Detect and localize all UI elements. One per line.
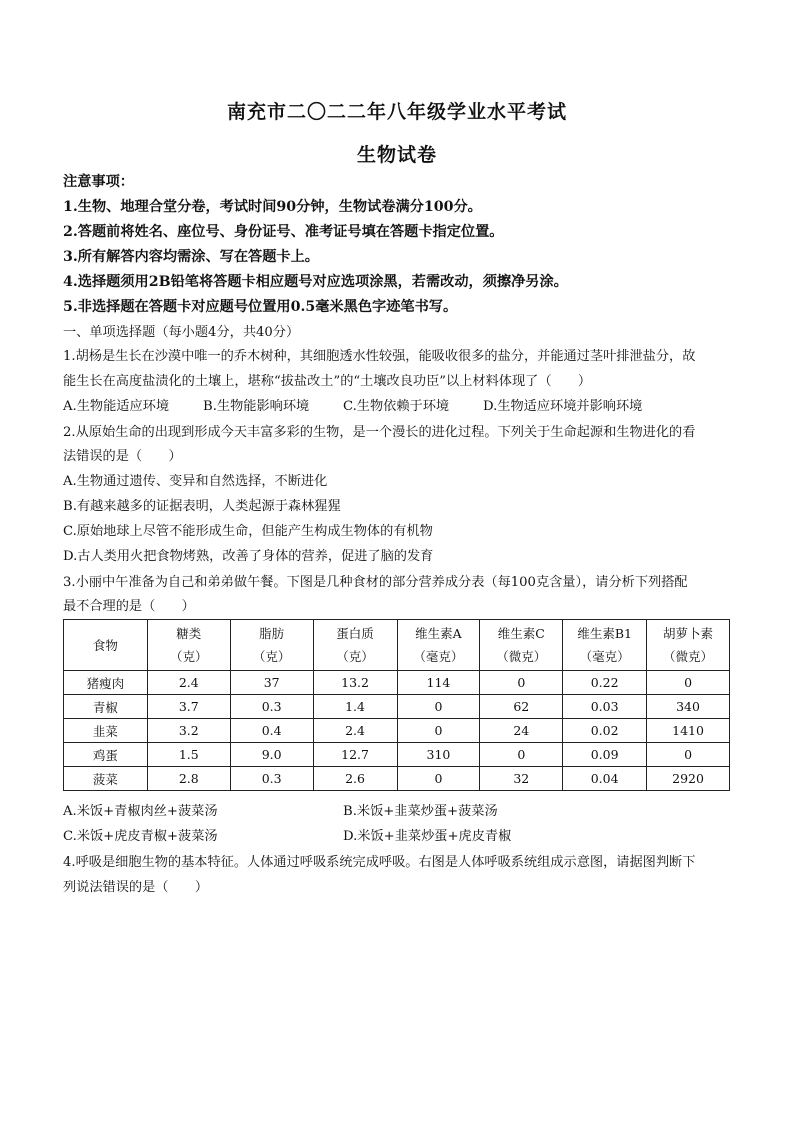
notice-item: 5.非选择题在答题卡对应题号位置用0.5毫米黑色字迹笔书写。 — [63, 299, 458, 315]
table-cell: 9.0 — [230, 743, 313, 767]
option-b[interactable]: B.生物能影响环境 — [203, 399, 310, 414]
table-row — [64, 671, 730, 695]
exam-title: 南充市二〇二二年八年级学业水平考试 — [226, 101, 567, 123]
option-d[interactable]: D.生物适应环境并影响环境 — [483, 399, 643, 414]
header-cell: 维生素A （毫克） — [397, 620, 480, 671]
question-3-line: 最不合理的是（ ） — [63, 599, 195, 614]
question-3-line: 3.小丽中午准备为自己和弟弟做午餐。下图是几种食材的部分营养成分表（每100克含量），请分析下列搭配 — [63, 575, 688, 590]
nutrition-table — [63, 619, 730, 791]
table-cell: 2.6 — [313, 767, 397, 791]
table-cell: 32 — [480, 767, 563, 791]
notice-heading: 注意事项： — [63, 174, 134, 190]
notice-item: 3.所有解答内容均需涂、写在答题卡上。 — [63, 249, 319, 265]
option-c[interactable]: C.原始地球上尽管不能形成生命，但能产生构成生物体的有机物 — [63, 524, 433, 539]
table-cell: 0.3 — [230, 695, 313, 719]
table-cell: 3.2 — [147, 719, 230, 743]
option-c[interactable]: C.生物依赖于环境 — [343, 399, 450, 414]
table-cell: 0.3 — [230, 767, 313, 791]
table-cell: 1410 — [647, 719, 730, 743]
table-cell: 2.8 — [147, 767, 230, 791]
table-row — [64, 695, 730, 719]
question-2-line: 2.从原始生命的出现到形成今天丰富多彩的生物，是一个漫长的进化过程。下列关于生命起源和生物进化的看 — [63, 425, 696, 440]
table-cell: 韭菜 — [64, 719, 148, 743]
notice-item: 2.答题前将姓名、座位号、身份证号、准考证号填在答题卡指定位置。 — [63, 224, 504, 240]
table-row — [64, 743, 730, 767]
table-cell: 0 — [480, 671, 563, 695]
table-row — [64, 719, 730, 743]
option-a[interactable]: A.生物能适应环境 — [63, 399, 170, 414]
table-cell: 24 — [480, 719, 563, 743]
table-cell: 猪瘦肉 — [64, 671, 148, 695]
table-cell: 0 — [397, 695, 480, 719]
table-cell: 0.09 — [563, 743, 647, 767]
table-cell: 0.04 — [563, 767, 647, 791]
header-cell: 胡萝卜素 （微克） — [647, 620, 730, 671]
table-cell: 2.4 — [147, 671, 230, 695]
option-d[interactable]: D.米饭+韭菜炒蛋+虎皮青椒 — [343, 829, 512, 844]
question-1-line: 1.胡杨是生长在沙漠中唯一的乔木树种，其细胞透水性较强，能吸收很多的盐分，并能通过茎叶排泄盐分，故 — [63, 349, 696, 364]
header-cell: 维生素B1 （毫克） — [563, 620, 647, 671]
option-d[interactable]: D.古人类用火把食物烤熟，改善了身体的营养，促进了脑的发育 — [63, 549, 434, 564]
table-row — [64, 767, 730, 791]
table-cell: 62 — [480, 695, 563, 719]
table-header-row — [64, 620, 730, 671]
table-cell: 0.03 — [563, 695, 647, 719]
table-cell: 鸡蛋 — [64, 743, 148, 767]
option-b[interactable]: B.有越来越多的证据表明，人类起源于森林猩猩 — [63, 499, 341, 514]
option-c[interactable]: C.米饭+虎皮青椒+菠菜汤 — [63, 829, 218, 844]
table-cell: 菠菜 — [64, 767, 148, 791]
header-cell: 维生素C （微克） — [480, 620, 563, 671]
table-cell: 0 — [647, 671, 730, 695]
table-cell: 2.4 — [313, 719, 397, 743]
option-a[interactable]: A.生物通过遗传、变异和自然选择，不断进化 — [63, 474, 328, 489]
table-cell: 0 — [480, 743, 563, 767]
table-cell: 0 — [397, 767, 480, 791]
table-cell: 3.7 — [147, 695, 230, 719]
header-cell: 食物 — [64, 620, 148, 671]
header-cell: 脂肪 （克） — [230, 620, 313, 671]
table-cell: 114 — [397, 671, 480, 695]
notice-item: 4.选择题须用2B铅笔将答题卡相应题号对应选项涂黑，若需改动，须擦净另涂。 — [63, 274, 568, 290]
table-cell: 青椒 — [64, 695, 148, 719]
table-cell: 37 — [230, 671, 313, 695]
notice-item: 1.生物、地理合堂分卷，考试时间90分钟，生物试卷满分100分。 — [63, 199, 482, 215]
section-heading: 一、单项选择题（每小题4分，共40分） — [63, 325, 300, 340]
table-cell: 310 — [397, 743, 480, 767]
exam-subtitle: 生物试卷 — [356, 144, 437, 166]
table-cell: 13.2 — [313, 671, 397, 695]
table-cell: 0.22 — [563, 671, 647, 695]
question-1-line: 能生长在高度盐渍化的土壤上，堪称“拔盐改土”的“土壤改良功臣”以上材料体现了（ ） — [63, 374, 592, 389]
table-cell: 0.02 — [563, 719, 647, 743]
question-2-line: 法错误的是（ ） — [63, 449, 182, 464]
question-4-line: 4.呼吸是细胞生物的基本特征。人体通过呼吸系统完成呼吸。右图是人体呼吸系统组成示意图，请据图判断下 — [63, 855, 696, 870]
table-cell: 0 — [397, 719, 480, 743]
table-cell: 0.4 — [230, 719, 313, 743]
header-cell: 糖类 （克） — [147, 620, 230, 671]
table-cell: 0 — [647, 743, 730, 767]
option-a[interactable]: A.米饭+青椒肉丝+菠菜汤 — [63, 804, 218, 819]
table-cell: 1.4 — [313, 695, 397, 719]
header-cell: 蛋白质 （克） — [313, 620, 397, 671]
option-b[interactable]: B.米饭+韭菜炒蛋+菠菜汤 — [343, 804, 498, 819]
table-cell: 340 — [647, 695, 730, 719]
table-cell: 2920 — [647, 767, 730, 791]
table-cell: 12.7 — [313, 743, 397, 767]
question-4-line: 列说法错误的是（ ） — [63, 880, 209, 895]
table-cell: 1.5 — [147, 743, 230, 767]
